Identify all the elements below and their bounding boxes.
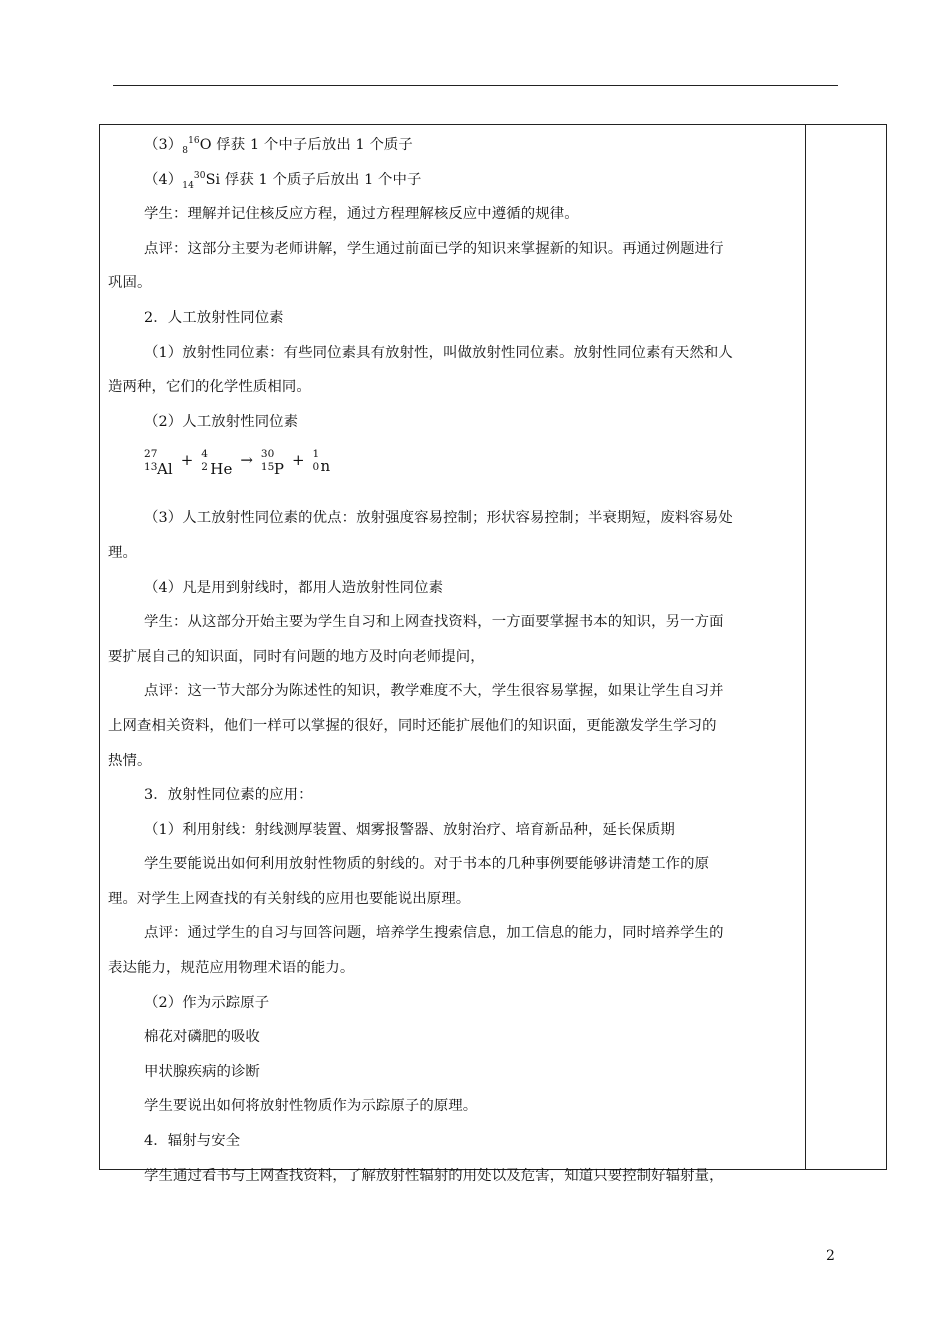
text-line: $(4)_{14}^{30}Si$ 俘获 1 个质子后放出 1 个中子 [144, 170, 422, 191]
text-line: （3）人工放射性同位素的优点：放射强度容易控制；形状容易控制；半衰期短，废料容易处 [144, 510, 733, 527]
text-line: 上网查相关资料，他们一样可以掌握的很好，同时还能扩展他们的知识面，更能激发学生学习的 [108, 717, 717, 734]
section-heading: 2．人工放射性同位素 [144, 309, 284, 326]
text-line: 学生：理解并记住核反应方程，通过方程理解核反应中遵循的规律。 [144, 206, 579, 223]
text-line: 造两种，它们的化学性质相同。 [108, 379, 311, 396]
lesson-content [108, 128, 798, 1193]
nuclide-al: 27 13 Al [144, 448, 173, 479]
page-number: 2 [826, 1248, 835, 1264]
text-line: 点评：这部分主要为老师讲解，学生通过前面已学的知识来掌握新的知识。再通过例题进行 [144, 240, 724, 257]
text-line: 学生通过看书与上网查找资料，了解放射性辐射的用处以及危害，知道只要控制好辐射量， [144, 1167, 724, 1184]
text-line: 要扩展自己的知识面，同时有问题的地方及时向老师提问， [108, 648, 485, 665]
text-line: （1）放射性同位素：有些同位素具有放射性，叫做放射性同位素。放射性同位素有天然和人 [144, 344, 733, 361]
text-line: 理。 [108, 544, 137, 561]
section-heading: 4．辐射与安全 [144, 1133, 241, 1150]
header-rule [113, 85, 838, 86]
text-line: 甲状腺疾病的诊断 [144, 1063, 260, 1080]
text-line: 学生要能说出如何利用放射性物质的射线的。对于书本的几种事例要能够讲清楚工作的原 [144, 856, 710, 873]
text-line: 学生要说出如何将放射性物质作为示踪原子的原理。 [144, 1098, 478, 1115]
plus-sign: + [180, 451, 194, 470]
nuclide-p: 30 15 P [260, 448, 285, 479]
text-line: （2）作为示踪原子 [144, 994, 270, 1011]
nuclide-n: 1 0 n [312, 448, 331, 476]
table-column-divider [805, 124, 806, 1170]
text-line: 热情。 [108, 752, 152, 769]
section-heading: 3．放射性同位素的应用： [144, 787, 313, 804]
text-line: （4）凡是用到射线时，都用人造放射性同位素 [144, 579, 444, 596]
text-line: $(3)_8^{16}O$ 俘获 1 个中子后放出 1 个质子 [144, 136, 413, 156]
text-line: 棉花对磷肥的吸收 [144, 1029, 260, 1046]
arrow-icon: → [240, 451, 253, 470]
text-line: （1）利用射线：射线测厚装置、烟雾报警器、放射治疗、培育新品种，延长保质期 [144, 821, 675, 838]
nuclear-equation [108, 439, 798, 501]
plus-sign: + [291, 451, 305, 470]
text-line: （2）人工放射性同位素 [144, 413, 299, 430]
text-line: 点评：通过学生的自习与回答问题，培养学生搜索信息，加工信息的能力，同时培养学生的 [144, 925, 724, 942]
text-line: 理。对学生上网查找的有关射线的应用也要能说出原理。 [108, 890, 471, 907]
text-line: 点评：这一节大部分为陈述性的知识，教学难度不大，学生很容易掌握，如果让学生自习并 [144, 683, 724, 700]
text-line: 学生：从这部分开始主要为学生自习和上网查找资料，一方面要掌握书本的知识，另一方面 [144, 614, 724, 631]
text-line: 巩固。 [108, 275, 152, 292]
text-line: 表达能力，规范应用物理术语的能力。 [108, 960, 355, 977]
nuclide-he: 4 2 He [201, 448, 233, 479]
